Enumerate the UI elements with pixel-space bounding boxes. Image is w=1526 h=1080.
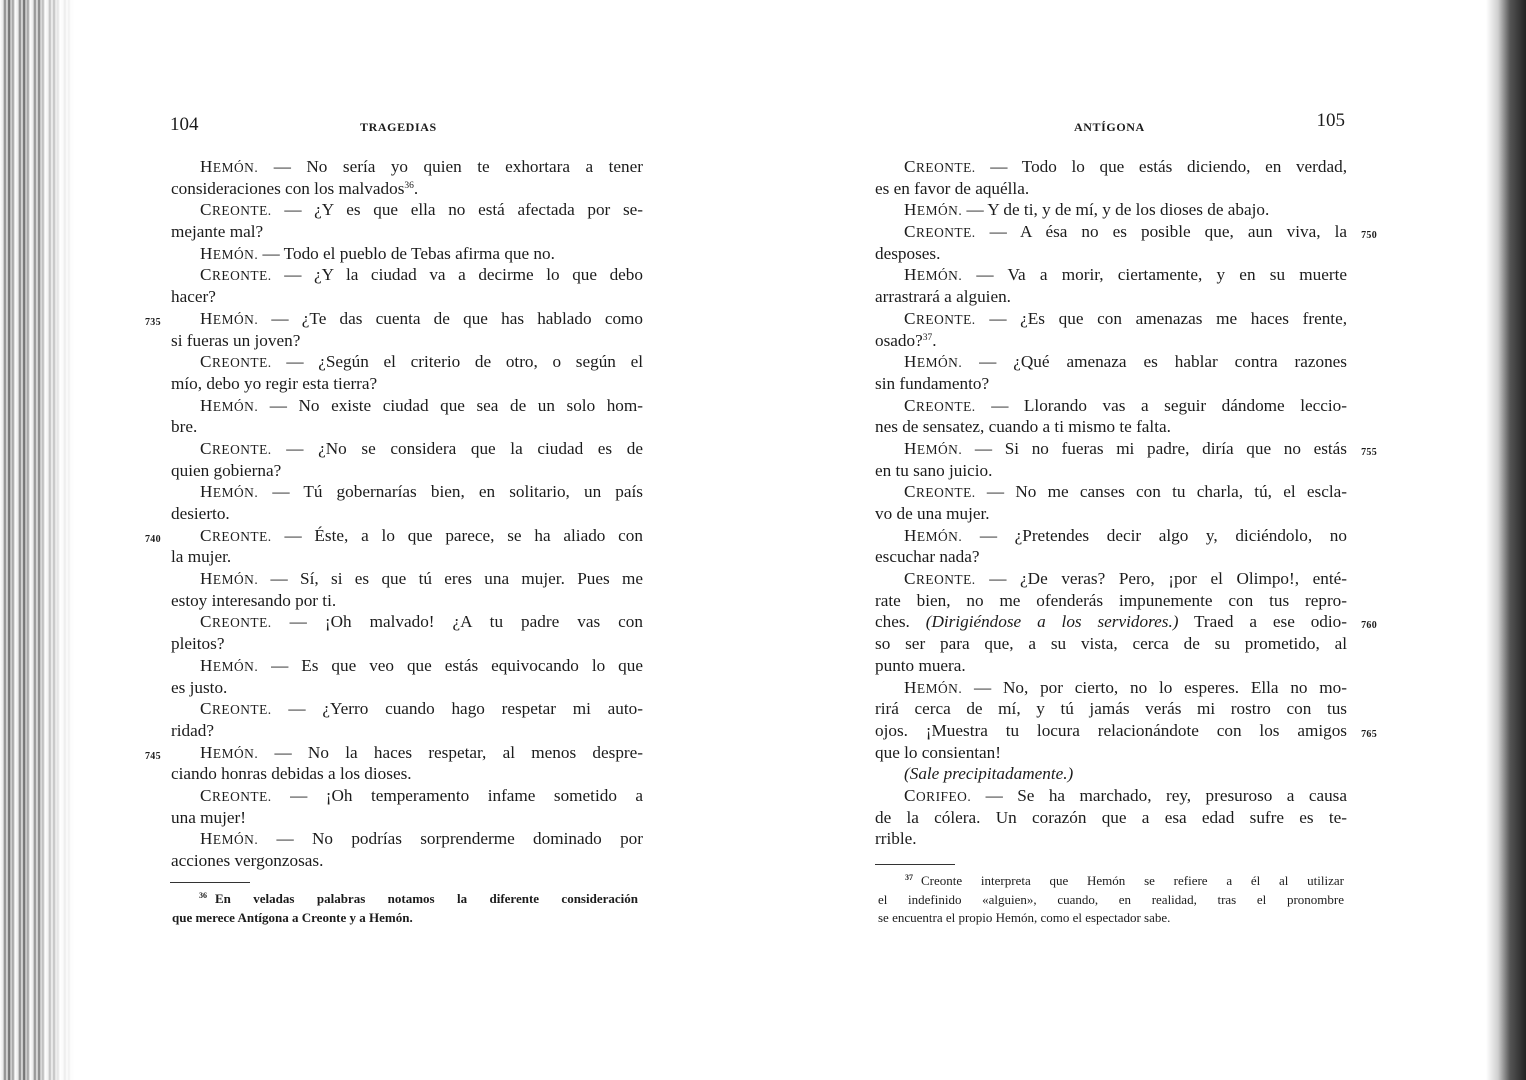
footnote-line: $^{37}$ Creonte interpreta que Hemón se refiere a él al utilizar xyxy=(905,873,1344,888)
line-text: punto muera. xyxy=(875,655,966,675)
footnote-marker: 37 xyxy=(905,873,913,882)
footnote-line: $^{36}$ En veladas palabras notamos la diferente consideración xyxy=(199,891,638,906)
text-line xyxy=(875,199,1347,221)
line-text: quien gobierna? xyxy=(171,460,282,480)
line-text: — Tú gobernarías bien, en solitario, un país xyxy=(258,482,643,502)
running-header xyxy=(862,110,1362,140)
line-text: arrastrará a alguien. xyxy=(875,287,1011,307)
line-text: — Sí, si es que tú eres una mujer. Pues me xyxy=(258,569,643,589)
text-line xyxy=(875,720,1377,742)
line-text: — ¡Oh temperamento infame sometido a xyxy=(271,785,643,805)
book-edge-shadow-right xyxy=(1486,0,1526,1080)
line-text: — Todo el pueblo de Tebas afirma que no. xyxy=(258,243,555,263)
line-text: — ¿Según el criterio de otro, o según el xyxy=(271,352,643,372)
text-line xyxy=(875,221,1377,243)
text-line xyxy=(171,677,643,699)
line-text: — No sería yo quien te exhortara a tener xyxy=(258,157,643,176)
text-line xyxy=(875,677,1347,699)
left-page xyxy=(145,0,660,1080)
line-text: — ¿Qué amenaza es hablar contra razones xyxy=(962,352,1347,372)
text-line xyxy=(171,546,643,568)
running-header xyxy=(160,114,660,140)
line-text: mejante mal? xyxy=(171,222,264,242)
text-line xyxy=(875,308,1347,330)
text-line xyxy=(875,178,1347,200)
footnote-reference: 36 xyxy=(404,180,414,191)
line-text: rirá cerca de mí, y tú jamás verás mi rostro con tus xyxy=(875,699,1347,719)
text-line xyxy=(875,395,1347,417)
line-text: sin fundamento? xyxy=(875,373,990,393)
footnote xyxy=(172,890,638,927)
text-line xyxy=(875,742,1347,764)
speaker-name: CREONTE. xyxy=(904,569,976,589)
line-text: . xyxy=(932,330,937,350)
text-line xyxy=(171,243,643,265)
line-text: — A ésa no es posible que, aun viva, la xyxy=(975,222,1347,242)
line-text: mío, debo yo regir esta tierra? xyxy=(171,373,378,393)
text-line xyxy=(875,416,1347,438)
line-text: bre. xyxy=(171,417,198,437)
line-text: — Éste, a lo que parece, se ha aliado con xyxy=(271,525,643,545)
line-text: desposes. xyxy=(875,243,941,263)
text-line xyxy=(171,373,643,395)
text-line xyxy=(171,395,643,417)
speaker-name: CREONTE. xyxy=(200,612,272,632)
line-text: ciando honras debidas a los dioses. xyxy=(171,764,412,784)
text-line xyxy=(875,438,1377,460)
line-text: ches. xyxy=(875,612,926,632)
text-line xyxy=(171,655,643,677)
line-text: escuchar nada? xyxy=(875,547,980,567)
verse-number: 750 xyxy=(1361,230,1377,242)
speaker-name: CREONTE. xyxy=(200,699,272,719)
footnote-line: que merece Antígona a Creonte y a Hemón. xyxy=(172,909,413,925)
line-text: si fueras un joven? xyxy=(171,330,301,350)
text-line xyxy=(171,330,643,352)
text-line xyxy=(171,850,643,872)
text-line xyxy=(875,698,1347,720)
footnote-line: el indefinido «alguien», cuando, en realidad, tras el pronombre xyxy=(878,891,1344,907)
speaker-name: CREONTE. xyxy=(904,308,976,328)
speaker-name: HEMÓN. xyxy=(200,308,259,328)
text-line xyxy=(875,785,1347,807)
dialogue-text xyxy=(145,156,643,872)
dialogue-text xyxy=(875,156,1377,850)
line-text: la mujer. xyxy=(171,547,232,567)
line-text: estoy interesando por ti. xyxy=(171,590,337,610)
line-text: una mujer! xyxy=(171,807,246,827)
line-text: — No me canses con tu charla, tú, el escla- xyxy=(975,482,1347,502)
speaker-name: HEMÓN. xyxy=(904,438,963,458)
text-line xyxy=(875,828,1347,850)
text-line xyxy=(171,286,643,308)
right-page xyxy=(862,0,1377,1080)
text-line xyxy=(171,178,643,200)
speaker-name: HEMÓN. xyxy=(904,525,963,545)
line-text: osado? xyxy=(875,330,923,350)
text-line xyxy=(171,698,643,720)
text-line xyxy=(171,720,643,742)
text-line xyxy=(875,351,1347,373)
footnote xyxy=(878,872,1344,928)
text-line xyxy=(171,503,643,525)
speaker-name: CREONTE. xyxy=(200,265,272,285)
text-line xyxy=(875,763,1347,785)
line-text: — ¡Oh malvado! ¿A tu padre vas con xyxy=(271,612,643,632)
line-text: — ¿De veras? Pero, ¡por el Olimpo!, enté- xyxy=(975,569,1347,589)
footnote-reference: 37 xyxy=(922,332,933,343)
text-line xyxy=(875,460,1347,482)
speaker-name: HEMÓN. xyxy=(200,482,259,502)
line-text: ojos. ¡Muestra tu locura relacionándote con los amigos xyxy=(875,720,1347,740)
page-number: 105 xyxy=(1316,110,1345,131)
speaker-name: CREONTE. xyxy=(200,200,272,220)
speaker-name: HEMÓN. xyxy=(904,352,963,372)
text-line xyxy=(875,655,1347,677)
text-line xyxy=(171,481,643,503)
text-line xyxy=(145,308,643,330)
line-text: — ¿Te das cuenta de que has hablado como xyxy=(258,308,643,328)
text-line xyxy=(171,199,643,221)
line-text: — Todo lo que estás diciendo, en verdad, xyxy=(975,157,1347,176)
text-line xyxy=(875,481,1347,503)
line-text: — ¿Yerro cuando hago respetar mi auto- xyxy=(271,699,643,719)
text-line xyxy=(171,438,643,460)
speaker-name: HEMÓN. xyxy=(904,265,963,285)
text-line xyxy=(171,568,643,590)
line-text: — ¿Pretendes decir algo y, diciéndolo, no xyxy=(962,525,1347,545)
footnote-marker: 36 xyxy=(199,891,207,900)
line-text: — No la haces respetar, al menos despre- xyxy=(258,742,643,762)
running-head-title: ANTÍGONA xyxy=(1074,120,1145,134)
speaker-name: HEMÓN. xyxy=(904,677,963,697)
text-line xyxy=(875,611,1377,633)
running-head-title: TRAGEDIAS xyxy=(360,120,437,134)
speaker-name: HEMÓN. xyxy=(200,157,259,176)
line-text: . xyxy=(413,178,419,198)
line-text: — ¿Y es que ella no está afectada por se- xyxy=(271,200,643,220)
verse-number: 760 xyxy=(1361,620,1377,632)
text-line xyxy=(171,460,643,482)
text-line xyxy=(875,264,1347,286)
line-text: — Se ha marchado, rey, presuroso a causa xyxy=(971,785,1347,805)
line-text: que lo consientan! xyxy=(875,742,1002,762)
page-number: 104 xyxy=(170,114,199,135)
text-line xyxy=(171,763,643,785)
text-line xyxy=(145,525,643,547)
speaker-name: CREONTE. xyxy=(200,525,272,545)
line-text: desierto. xyxy=(171,504,230,523)
speaker-name: HEMÓN. xyxy=(200,829,259,849)
text-line xyxy=(875,590,1347,612)
line-text: — Si no fueras mi padre, diría que no estás xyxy=(962,438,1347,458)
text-line xyxy=(875,243,1347,265)
line-text: Traed a ese odio- xyxy=(1178,612,1347,632)
text-line xyxy=(171,785,643,807)
speaker-name: CREONTE. xyxy=(904,395,976,415)
speaker-name: HEMÓN. xyxy=(200,243,259,263)
line-text: nes de sensatez, cuando a ti mismo te falta. xyxy=(875,417,1171,437)
footnote-rule xyxy=(170,882,250,883)
line-text: pleitos? xyxy=(171,634,225,654)
stage-direction: (Dirigiéndose a los servidores.) xyxy=(925,612,1179,632)
book-binding-shadow-left xyxy=(0,0,74,1080)
line-text: es en favor de aquélla. xyxy=(875,178,1030,198)
footnote-line: se encuentra el propio Hemón, como el espectador sabe. xyxy=(878,910,1171,925)
text-line xyxy=(875,373,1347,395)
stage-direction: (Sale precipitadamente.) xyxy=(904,764,1074,784)
line-text: — ¿Y la ciudad va a decirme lo que debo xyxy=(271,265,643,285)
text-line xyxy=(171,156,643,178)
line-text: — Llorando vas a seguir dándome leccio- xyxy=(975,395,1347,415)
speaker-name: CREONTE. xyxy=(200,785,272,805)
line-text: es justo. xyxy=(171,677,228,697)
text-line xyxy=(171,807,643,829)
text-line xyxy=(875,156,1347,178)
text-line xyxy=(171,416,643,438)
line-text: — No existe ciudad que sea de un solo hom- xyxy=(258,395,643,415)
speaker-name: HEMÓN. xyxy=(904,200,963,220)
text-line xyxy=(875,633,1347,655)
line-text: ridad? xyxy=(171,720,214,740)
text-line xyxy=(875,568,1347,590)
verse-number: 765 xyxy=(1361,728,1377,740)
line-text: — No, por cierto, no lo esperes. Ella no mo- xyxy=(962,677,1347,697)
text-line xyxy=(171,351,643,373)
speaker-name: CREONTE. xyxy=(904,222,976,242)
text-line xyxy=(145,742,643,764)
line-text: — Va a morir, ciertamente, y en su muerte xyxy=(962,265,1347,285)
verse-number: 740 xyxy=(145,533,161,545)
speaker-name: CREONTE. xyxy=(904,157,976,176)
text-line xyxy=(875,525,1347,547)
text-line xyxy=(171,828,643,850)
verse-number: 755 xyxy=(1361,446,1377,458)
text-line xyxy=(875,330,1347,352)
footnote-rule xyxy=(875,864,955,865)
line-text: — Y de ti, y de mí, y de los dioses de abajo. xyxy=(962,200,1270,220)
text-line xyxy=(171,590,643,612)
text-line xyxy=(875,286,1347,308)
line-text: vo de una mujer. xyxy=(875,504,990,523)
text-line xyxy=(171,264,643,286)
text-line xyxy=(171,611,643,633)
text-line xyxy=(875,546,1347,568)
line-text: consideraciones con los malvados xyxy=(171,178,405,198)
speaker-name: CREONTE. xyxy=(904,482,976,502)
line-text: rate bien, no me ofenderás impunemente con tus repro- xyxy=(875,590,1347,610)
verse-number: 735 xyxy=(145,316,161,328)
text-line xyxy=(171,221,643,243)
line-text: — Es que veo que estás equivocando lo que xyxy=(258,655,643,675)
speaker-name: CORIFEO. xyxy=(904,785,972,805)
speaker-name: CREONTE. xyxy=(200,438,272,458)
speaker-name: HEMÓN. xyxy=(200,655,259,675)
line-text: acciones vergonzosas. xyxy=(171,851,324,870)
verse-number: 745 xyxy=(145,750,161,762)
line-text: rrible. xyxy=(875,829,917,849)
line-text: — ¿Es que con amenazas me haces frente, xyxy=(975,308,1347,328)
text-line xyxy=(171,633,643,655)
text-line xyxy=(875,807,1347,829)
line-text: — ¿No se considera que la ciudad es de xyxy=(271,438,643,458)
line-text: de la cólera. Un corazón que a esa edad sufre es te- xyxy=(875,807,1347,827)
speaker-name: HEMÓN. xyxy=(200,742,259,762)
line-text: hacer? xyxy=(171,287,216,307)
speaker-name: HEMÓN. xyxy=(200,569,259,589)
line-text: so ser para que, a su vista, cerca de su prometido, al xyxy=(875,634,1347,654)
line-text: — No podrías sorprenderme dominado por xyxy=(258,829,643,849)
line-text: en tu sano juicio. xyxy=(875,460,993,480)
speaker-name: CREONTE. xyxy=(200,352,272,372)
speaker-name: HEMÓN. xyxy=(200,395,259,415)
text-line xyxy=(875,503,1347,525)
